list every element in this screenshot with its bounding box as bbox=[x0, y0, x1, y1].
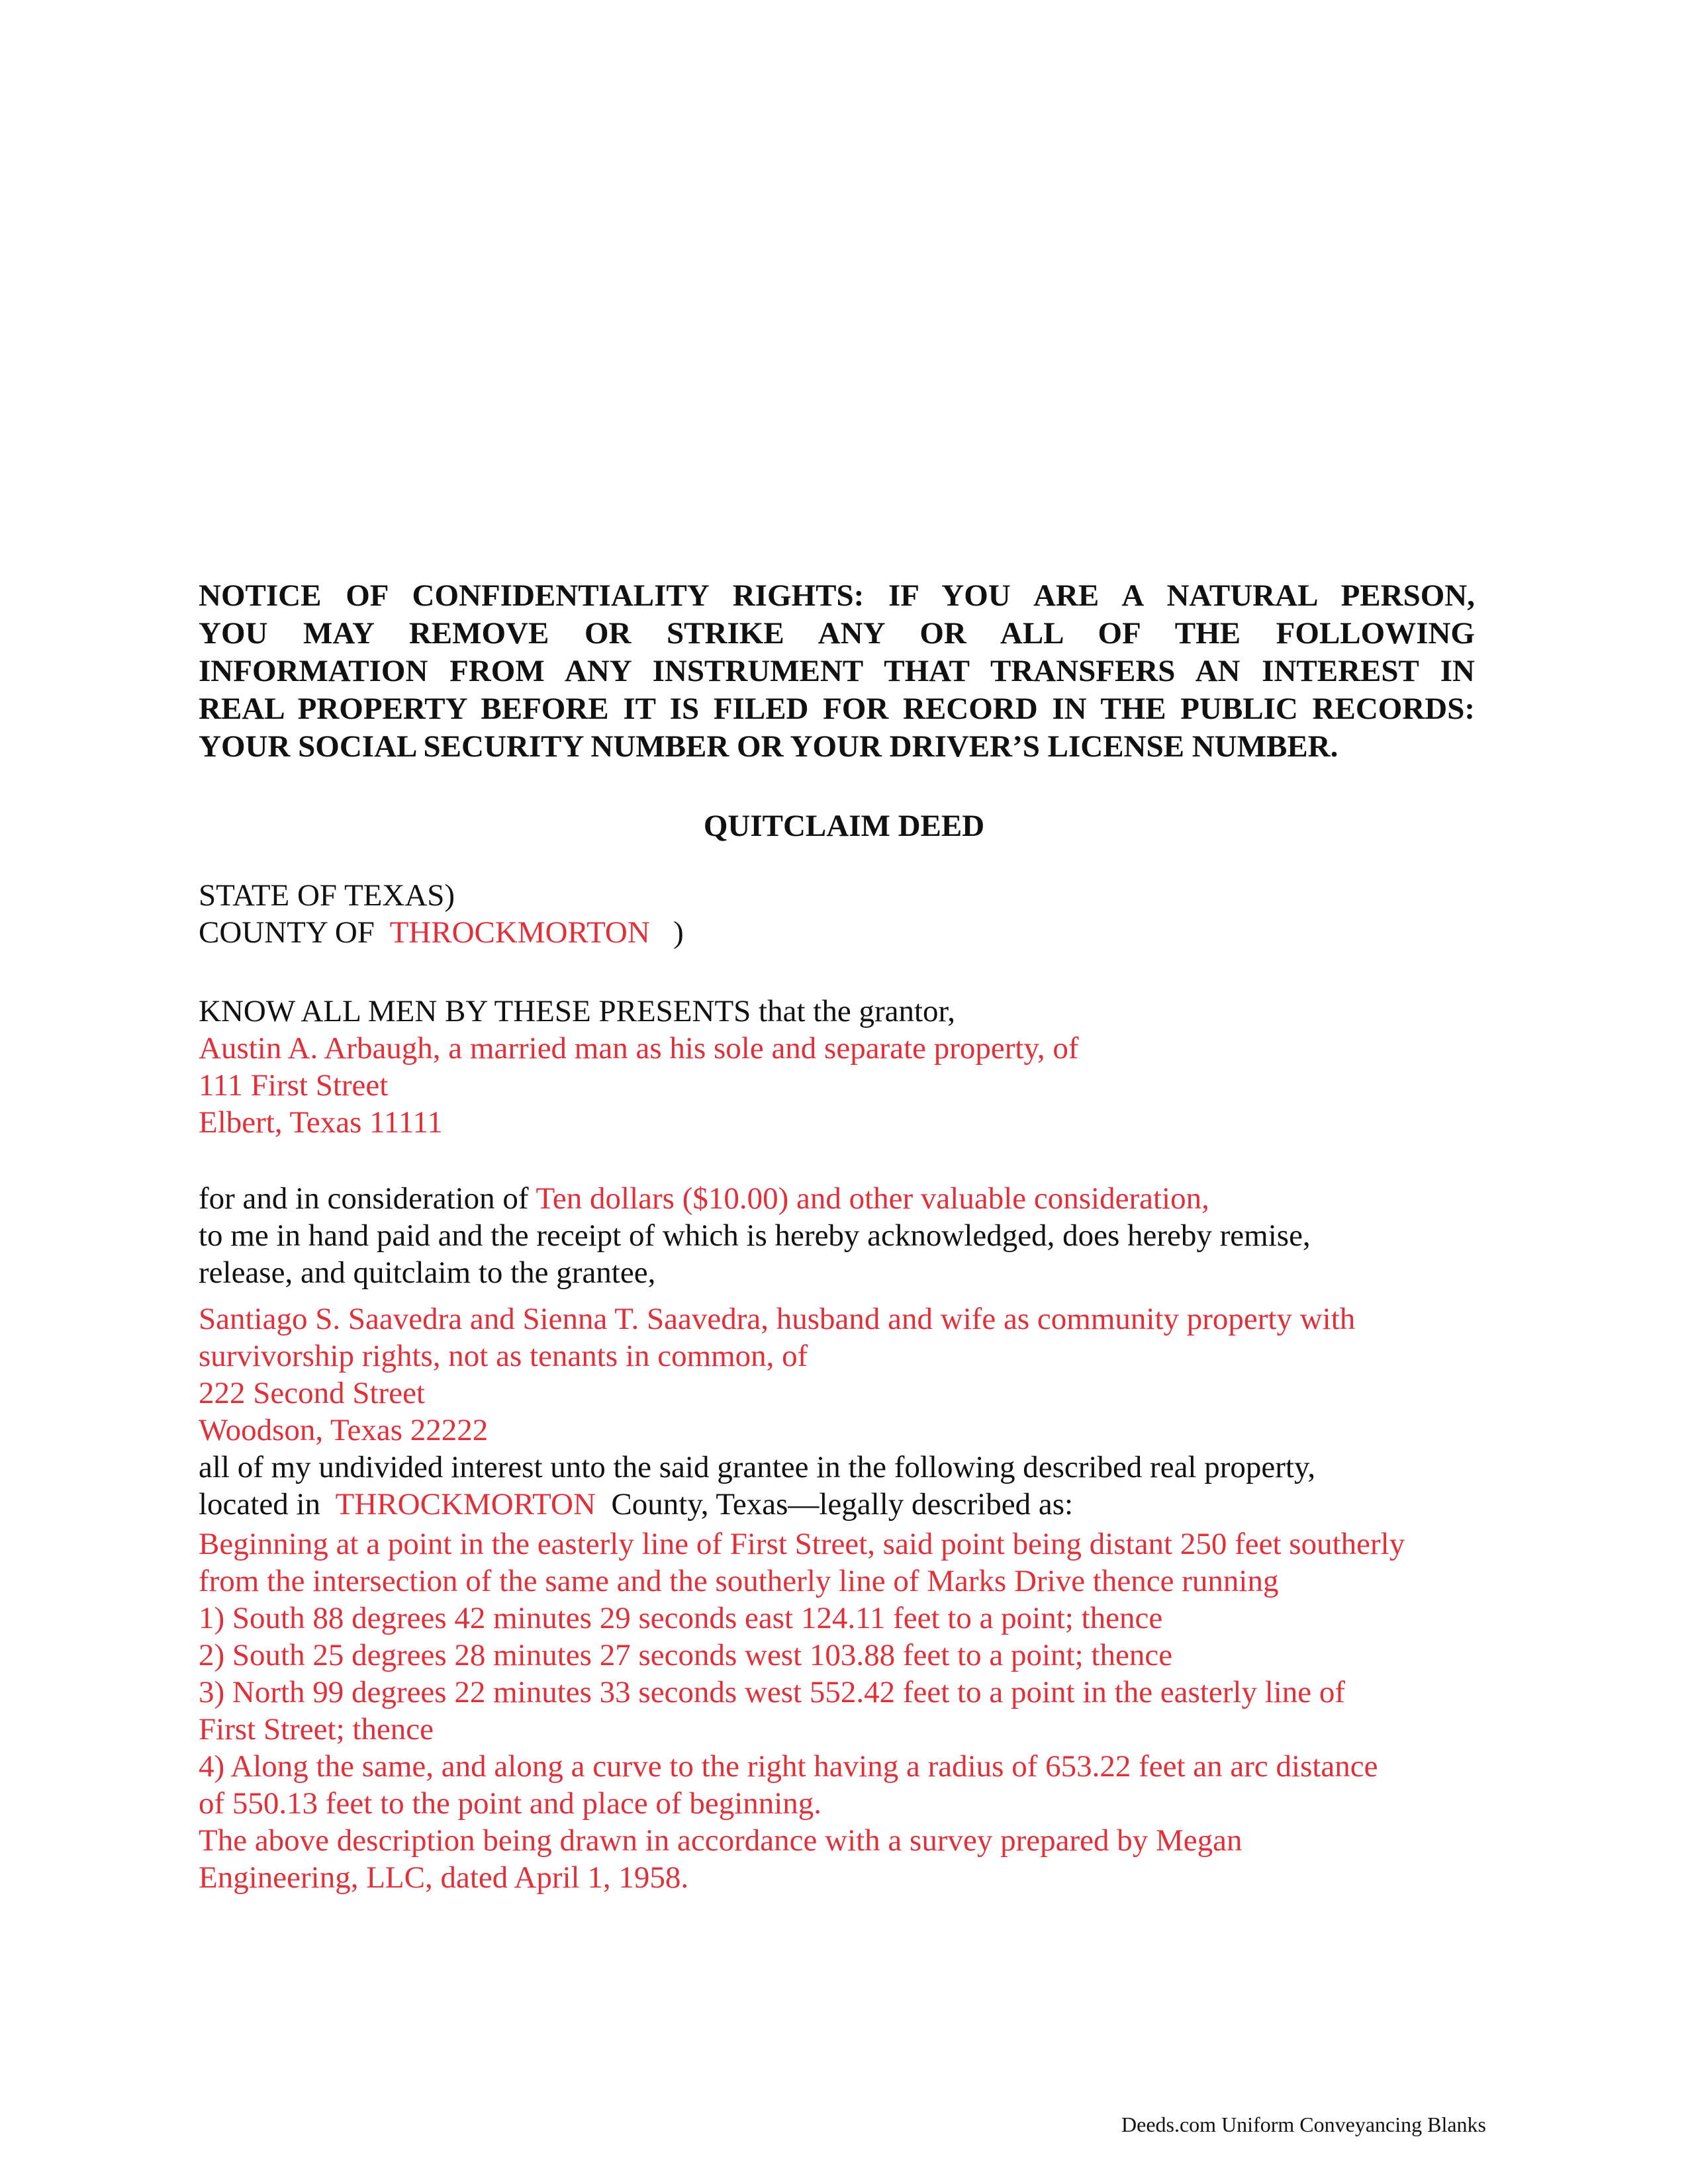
legal-description-line: of 550.13 feet to the point and place of beginning. bbox=[199, 1786, 822, 1821]
legal-description-line: 1) South 88 degrees 42 minutes 29 seconds east 124.11 feet to a point; thence bbox=[199, 1601, 1163, 1635]
county-name-field: THROCKMORTON bbox=[389, 915, 650, 950]
grantor-street-field: 111 First Street bbox=[199, 1068, 389, 1103]
legal-description-line: 2) South 25 degrees 28 minutes 27 seconds west 103.88 feet to a point; thence bbox=[199, 1638, 1173, 1672]
county-label: COUNTY OF bbox=[199, 915, 375, 950]
consideration-line-3: release, and quitclaim to the grantee, bbox=[199, 1255, 656, 1290]
notice-line: INFORMATION FROM ANY INSTRUMENT THAT TRANSFERS AN INTEREST IN bbox=[199, 654, 1475, 688]
legal-description-line: Beginning at a point in the easterly line of First Street, said point being distant 250 feet southerly bbox=[199, 1527, 1405, 1561]
notice-line: YOUR SOCIAL SECURITY NUMBER OR YOUR DRIVER’S LICENSE NUMBER. bbox=[199, 729, 1338, 764]
legal-description-line: 4) Along the same, and along a curve to the right having a radius of 653.22 feet an arc distance bbox=[199, 1749, 1378, 1784]
grantor-city-field: Elbert, Texas 11111 bbox=[199, 1105, 443, 1140]
county-close: ) bbox=[673, 915, 684, 950]
confidentiality-notice bbox=[199, 577, 1475, 766]
located-suffix: County, Texas—legally described as: bbox=[611, 1487, 1074, 1522]
consideration-line bbox=[199, 1180, 1496, 1217]
page-footer: Deeds.com Uniform Conveyancing Blanks bbox=[1121, 2113, 1486, 2136]
document-title: QUITCLAIM DEED bbox=[703, 809, 985, 843]
consideration-block bbox=[199, 1180, 1496, 1291]
notice-line: NOTICE OF CONFIDENTIALITY RIGHTS: IF YOU ARE A NATURAL PERSON, bbox=[199, 578, 1475, 613]
state-line: STATE OF TEXAS) bbox=[199, 878, 455, 913]
grantee-block bbox=[199, 1300, 1496, 1523]
notice-line: REAL PROPERTY BEFORE IT IS FILED FOR RECORD IN THE PUBLIC RECORDS: bbox=[199, 692, 1475, 726]
property-county-field: THROCKMORTON bbox=[335, 1487, 596, 1522]
consideration-amount-field: Ten dollars ($10.00) and other valuable consideration, bbox=[536, 1181, 1209, 1216]
legal-description-line: The above description being drawn in accordance with a survey prepared by Megan bbox=[199, 1823, 1243, 1858]
notice-line: YOU MAY REMOVE OR STRIKE ANY OR ALL OF THE FOLLOWING bbox=[199, 616, 1475, 651]
grantee-city-field: Woodson, Texas 22222 bbox=[199, 1413, 489, 1447]
property-location-line bbox=[199, 1486, 1496, 1523]
grantor-name-field: Austin A. Arbaugh, a married man as his sole and separate property, of bbox=[199, 1031, 1079, 1066]
located-prefix: located in bbox=[199, 1487, 321, 1522]
property-interest-line: all of my undivided interest unto the said grantee in the following described real property, bbox=[199, 1450, 1316, 1484]
legal-description-line: from the intersection of the same and the southerly line of Marks Drive thence running bbox=[199, 1564, 1279, 1598]
county-line bbox=[199, 914, 1496, 951]
consideration-line-2: to me in hand paid and the receipt of which is hereby acknowledged, does hereby remise, bbox=[199, 1218, 1311, 1253]
consideration-prefix: for and in consideration of bbox=[199, 1181, 529, 1216]
grantor-intro: KNOW ALL MEN BY THESE PRESENTS that the grantor, bbox=[199, 994, 956, 1028]
legal-description-line: Engineering, LLC, dated April 1, 1958. bbox=[199, 1860, 689, 1895]
legal-description-line: 3) North 99 degrees 22 minutes 33 seconds west 552.42 feet to a point in the easterly line of bbox=[199, 1675, 1346, 1709]
grantor-block bbox=[199, 993, 1496, 1141]
legal-description-block bbox=[199, 1525, 1496, 1896]
grantee-name-field: Santiago S. Saavedra and Sienna T. Saavedra, husband and wife as community property with bbox=[199, 1302, 1356, 1336]
grantee-street-field: 222 Second Street bbox=[199, 1376, 425, 1410]
venue-block bbox=[199, 877, 1496, 951]
grantee-name-field-cont: survivorship rights, not as tenants in common, of bbox=[199, 1339, 808, 1373]
legal-description-line: First Street; thence bbox=[199, 1712, 434, 1747]
